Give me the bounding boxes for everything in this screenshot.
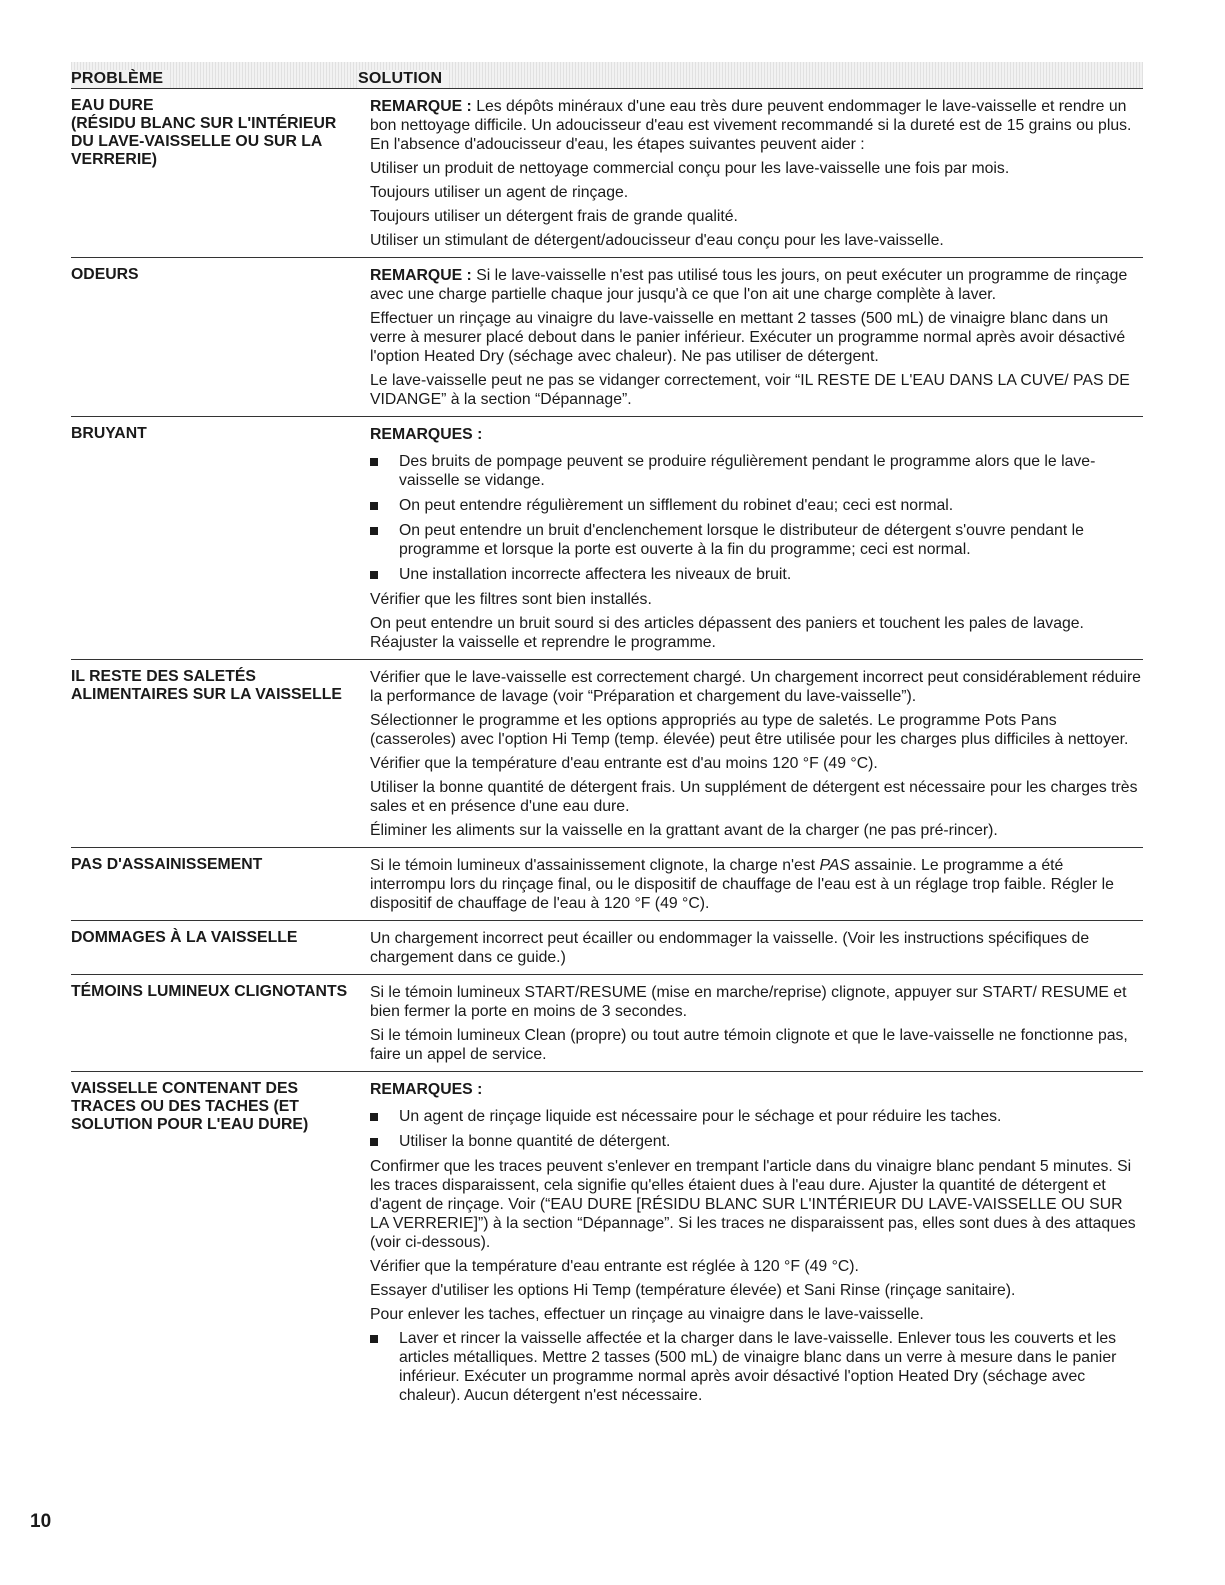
bullet-square-icon [370,458,378,466]
bullet-square-icon [370,1335,378,1343]
table-row [71,660,1143,848]
bullet-square-icon [370,571,378,579]
solution-text: Sélectionner le programme et les options appropriés au type de saletés. Le programme Pots Pans (casseroles) avec l'option Hi Temp (temp. élevée) peut être utilisée pour les charges plus difficiles à nettoyer. [370,712,1129,748]
notes-label: REMARQUES : [370,426,483,443]
bullet-square-icon [370,527,378,535]
table-row [71,89,1143,258]
solution-text: Essayer d'utiliser les options Hi Temp (température élevée) et Sani Rinse (rinçage sanitaire). [370,1282,1016,1299]
solution-text: Effectuer un rinçage au vinaigre du lave-vaisselle en mettant 2 tasses (500 mL) de vinaigre blanc dans un verre à mesurer placé debout dans le panier inférieur. Exécuter un programme normal après avoir désactivé l'option Heated Dry (séchage avec chaleur). Ne pas utiliser de détergent. [370,310,1126,365]
bullet-item [370,1107,1143,1126]
solution-text: Pour enlever les taches, effectuer un rinçage au vinaigre dans le lave-vaisselle. [370,1306,924,1323]
bullet-text: On peut entendre régulièrement un sifflement du robinet d'eau; ceci est normal. [399,497,954,514]
solution-text: Si le témoin lumineux Clean (propre) ou tout autre témoin clignote et que le lave-vaisselle ne fonctionne pas, faire un appel de service. [370,1027,1128,1063]
emphasis-text: PAS [819,857,850,874]
table-row [71,975,1143,1072]
problem-cell: ODEURS [71,266,139,283]
text-part: Si le témoin lumineux d'assainissement clignote, la charge n'est [370,857,820,874]
bullet-text: Utiliser la bonne quantité de détergent. [399,1133,671,1150]
note-label: REMARQUE : [370,267,472,284]
table-row [71,921,1143,975]
text-part: assainie. Le programme a été interrompu lors du rinçage final, ou le dispositif de chauffage de l'eau est à un réglage trop faible. Régler le dispositif de chauffage de l'eau à 120 °F (49 °C). [370,857,1114,912]
bullet-square-icon [370,1138,378,1146]
problem-cell: BRUYANT [71,425,147,442]
solution-cell [370,1080,1143,1411]
solution-cell [370,425,1143,652]
note-text: Si le lave-vaisselle n'est pas utilisé tous les jours, on peut exécuter un programme de rinçage avec une charge partielle chaque jour jusqu'à ce que l'on ait une charge complète à laver. [370,267,1128,303]
problem-cell: TÉMOINS LUMINEUX CLIGNOTANTS [71,983,348,1000]
bullet-square-icon [370,502,378,510]
problem-header: PROBLÈME [71,70,169,88]
bullet-text: Une installation incorrecte affectera les niveaux de bruit. [399,566,792,583]
bullet-item [370,1329,1143,1405]
table-row [71,1072,1143,1418]
problem-cell: PAS D'ASSAINISSEMENT [71,856,263,873]
solution-cell [370,929,1143,967]
bullet-text: Des bruits de pompage peuvent se produire régulièrement pendant le programme alors que le lave-vaisselle se vidange. [399,453,1096,489]
solution-cell [370,266,1143,409]
solution-cell [370,983,1143,1064]
bullet-item [370,1132,1143,1151]
solution-text: Confirmer que les traces peuvent s'enlever en trempant l'article dans du vinaigre blanc pendant 5 minutes. Si les traces disparaissent, cela signifie qu'elles étaient dues à l'eau dure. Ajuster la quantité de détergent et d'agent de rinçage. Voir (“EAU DURE [RÉSIDU BLANC SUR L'INTÉRIEUR DU LAVE-VAISSELLE OU SUR LA VERRERIE]”) à la section “Dépannage”. Si les traces ne disparaissent pas, elles sont dues à des attaques (voir ci-dessous). [370,1158,1136,1251]
problem-cell: IL RESTE DES SALETÉS ALIMENTAIRES SUR LA VAISSELLE [71,668,342,703]
page-number: 10 [30,1511,52,1532]
solution-cell [370,97,1143,250]
bullet-item [370,565,1143,584]
note-label: REMARQUE : [370,98,472,115]
solution-text: Un chargement incorrect peut écailler ou endommager la vaisselle. (Voir les instructions spécifiques de chargement dans ce guide.) [370,930,1090,966]
table-row [71,258,1143,417]
bullet-square-icon [370,1113,378,1121]
solution-text: Utiliser un produit de nettoyage commercial conçu pour les lave-vaisselle une fois par mois. [370,160,1010,177]
solution-text: Vérifier que la température d'eau entrante est réglée à 120 °F (49 °C). [370,1258,859,1275]
solution-text: Vérifier que les filtres sont bien installés. [370,591,652,608]
bullet-text: Un agent de rinçage liquide est nécessaire pour le séchage et pour réduire les taches. [399,1108,1002,1125]
bullet-item [370,452,1143,490]
solution-cell [370,668,1143,840]
table-row [71,848,1143,921]
solution-header: SOLUTION [358,70,448,88]
bullet-text: On peut entendre un bruit d'enclenchement lorsque le distributeur de détergent s'ouvre pendant le programme et lorsque la porte est ouverte à la fin du programme; ceci est normal. [399,522,1084,558]
solution-text: Si le témoin lumineux START/RESUME (mise en marche/reprise) clignote, appuyer sur START/ RESUME et bien fermer la porte en moins de 3 secondes. [370,984,1127,1020]
solution-text: Toujours utiliser un agent de rinçage. [370,184,629,201]
solution-text: Toujours utiliser un détergent frais de grande qualité. [370,208,738,225]
solution-text: Vérifier que le lave-vaisselle est correctement chargé. Un chargement incorrect peut considérablement réduire la performance de lavage (voir “Préparation et chargement du lave-vaisselle”). [370,669,1141,705]
solution-text [370,856,1143,913]
solution-text: Éliminer les aliments sur la vaisselle en la grattant avant de la charger (ne pas pré-rincer). [370,822,998,839]
solution-text: Utiliser un stimulant de détergent/adoucisseur d'eau conçu pour les lave-vaisselle. [370,232,944,249]
solution-cell [370,856,1143,913]
bullet-item [370,496,1143,515]
solution-text: Vérifier que la température d'eau entrante est d'au moins 120 °F (49 °C). [370,755,878,772]
solution-text: Le lave-vaisselle peut ne pas se vidanger correctement, voir “IL RESTE DE L'EAU DANS LA CUVE/ PAS DE VIDANGE” à la section “Dépannage”. [370,372,1130,408]
notes-label: REMARQUES : [370,1081,483,1098]
troubleshooting-table [71,62,1143,1418]
table-header [71,62,1143,89]
note-text: Les dépôts minéraux d'une eau très dure peuvent endommager le lave-vaisselle et rendre un bon nettoyage difficile. Un adoucisseur d'eau est vivement recommandé si la dureté est de 15 grains ou plus. En l'absence d'adoucisseur d'eau, les étapes suivantes peuvent aider : [370,98,1132,153]
solution-text: Utiliser la bonne quantité de détergent frais. Un supplément de détergent est nécessaire pour les charges très sales et en présence d'une eau dure. [370,779,1138,815]
table-row [71,417,1143,660]
solution-text: On peut entendre un bruit sourd si des articles dépassent des paniers et touchent les pales de lavage. Réajuster la vaisselle et reprendre le programme. [370,615,1084,651]
problem-cell: DOMMAGES À LA VAISSELLE [71,929,298,946]
bullet-text: Laver et rincer la vaisselle affectée et la charger dans le lave-vaisselle. Enlever tous les couverts et les articles métalliques. Mettre 2 tasses (500 mL) de vinaigre blanc dans un verre à mesure dans le panier inférieur. Exécuter un programme normal après avoir désactivé l'option Heated Dry (séchage avec chaleur). Aucun détergent n'est nécessaire. [399,1330,1117,1404]
problem-cell: VAISSELLE CONTENANT DES TRACES OU DES TACHES (ET SOLUTION POUR L'EAU DURE) [71,1080,309,1133]
problem-cell: EAU DURE (RÉSIDU BLANC SUR L'INTÉRIEUR DU LAVE-VAISSELLE OU SUR LA VERRERIE) [71,97,337,168]
bullet-item [370,521,1143,559]
